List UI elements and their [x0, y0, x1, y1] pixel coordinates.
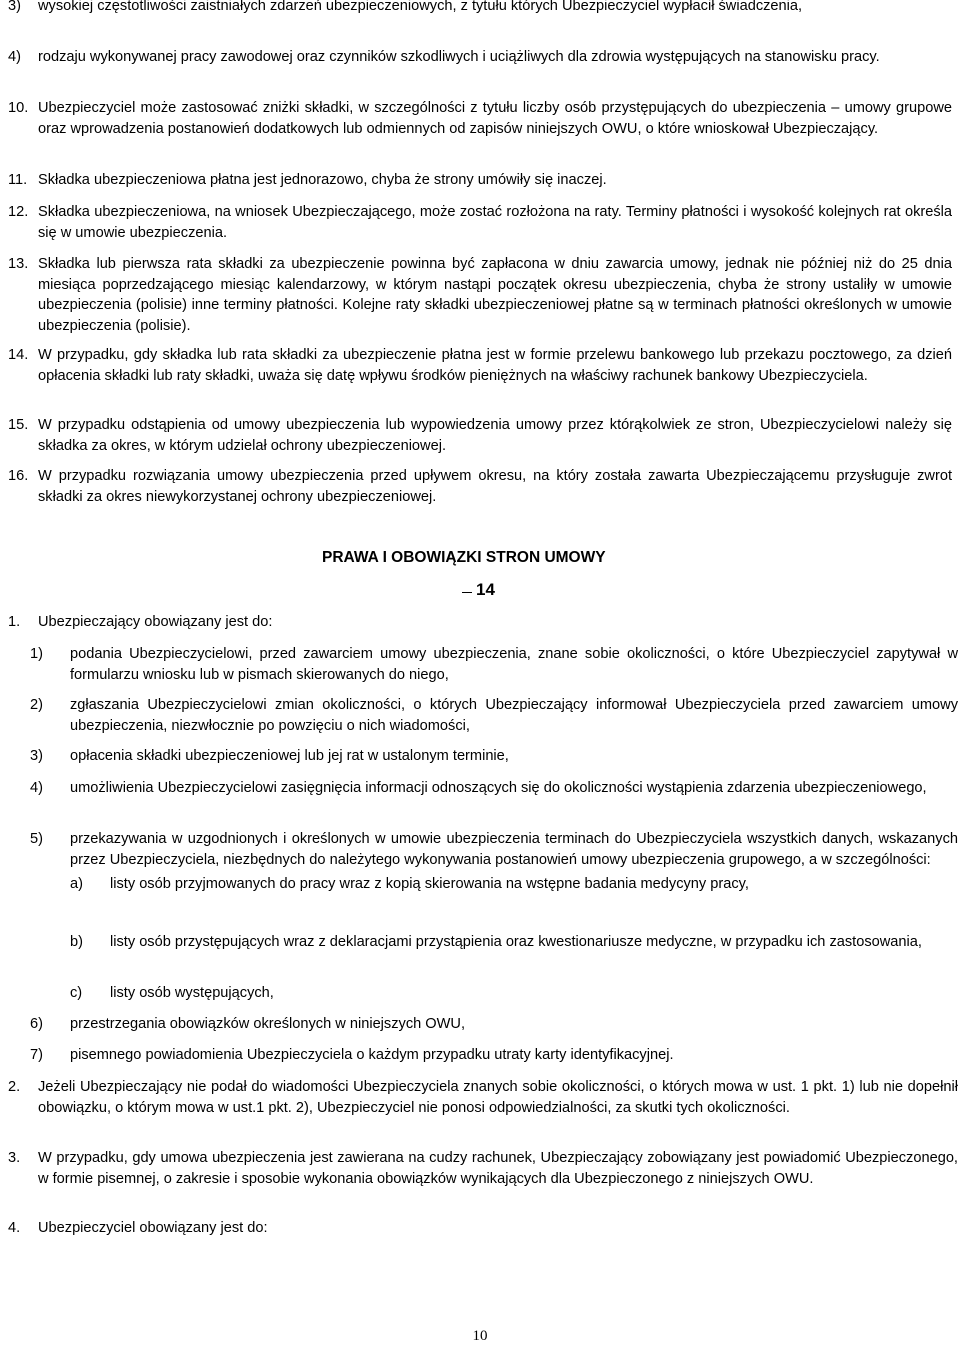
list-item: [30, 695, 958, 736]
item-text: Składka ubezpieczeniowa, na wniosek Ubezpieczającego, może zostać rozłożona na raty. Terminy płatności i wysokość kolejnych rat określa się w umowie ubezpieczenia.: [38, 204, 952, 241]
item-text: listy osób występujących,: [110, 985, 274, 1001]
numbered-item: [8, 1218, 958, 1239]
list-item: [30, 644, 958, 685]
list-item: [30, 1014, 958, 1035]
list-item: [8, 0, 952, 17]
item-number: b): [70, 934, 83, 950]
paragraph-number-value: 14: [476, 580, 495, 599]
item-number: a): [70, 876, 83, 892]
item-number: 3.: [8, 1150, 21, 1166]
numbered-item: [8, 170, 952, 191]
list-item: [70, 932, 958, 953]
item-text: W przypadku, gdy składka lub rata składki za ubezpieczenie płatna jest w formie przelewu bankowego lub przekazu pocztowego, za dzień opłacenia składki lub raty składki, uważa się datę wpływu środków pieniężnych na właściwy rachunek bankowy Ubezpieczyciela.: [38, 347, 952, 384]
item-text: pisemnego powiadomienia Ubezpieczyciela o każdym przypadku utraty karty identyfikacyjnej.: [70, 1047, 674, 1063]
item-number: 5): [30, 831, 43, 847]
list-item: [30, 1045, 958, 1066]
item-text: Ubezpieczyciel obowiązany jest do:: [38, 1220, 268, 1236]
item-number: 15.: [8, 417, 29, 433]
item-text: umożliwienia Ubezpieczycielowi zasięgnięcia informacji odnoszących się do okoliczności wystąpienia zdarzenia ubezpieczeniowego,: [70, 780, 927, 796]
item-number: 13.: [8, 256, 29, 272]
section-sign-icon: [462, 582, 472, 593]
item-number: 10.: [8, 100, 29, 116]
list-item: [70, 983, 958, 1004]
item-text: listy osób przystępujących wraz z deklaracjami przystąpienia oraz kwestionariusze medyczne, w przypadku ich zastosowania,: [110, 934, 922, 950]
paragraph-number: [462, 580, 495, 601]
item-number: 4): [30, 780, 43, 796]
item-number: 2.: [8, 1079, 21, 1095]
item-number: 3): [8, 0, 21, 14]
item-text: W przypadku rozwiązania umowy ubezpieczenia przed upływem okresu, na który została zawarta Ubezpieczającemu przysługuje zwrot składki za okres niewykorzystanej ochrony ubezpieczeniowej.: [38, 468, 952, 505]
numbered-item: [8, 345, 952, 386]
item-number: 16.: [8, 468, 29, 484]
item-number: 7): [30, 1047, 43, 1063]
numbered-item: [8, 98, 952, 139]
item-text: listy osób przyjmowanych do pracy wraz z kopią skierowania na wstępne badania medycyny pracy,: [110, 876, 749, 892]
list-item: [30, 829, 958, 870]
list-item: [70, 874, 958, 895]
item-text: Składka lub pierwsza rata składki za ubezpieczenie powinna być zapłacona w dniu zawarcia umowy, jednak nie później niż do 25 dnia miesiąca poprzedzającego miesiąc kalendarzowy, w którym nastąpi początek okresu ubezpieczenia, chyba że strony ustaliły w umowie ubezpieczenia (polisie) inne terminy płatności. Kolejne raty składki ubezpieczeniowej płatne są w terminach płatności określonych w umowie ubezpieczenia (polisie).: [38, 256, 952, 334]
item-number: 14.: [8, 347, 29, 363]
numbered-item: [8, 1077, 958, 1118]
list-item: [8, 47, 952, 68]
page-number: 10: [472, 1328, 488, 1344]
item-number: 11.: [8, 172, 28, 188]
item-number: 6): [30, 1016, 43, 1032]
item-number: 1.: [8, 614, 21, 630]
item-number: 3): [30, 748, 43, 764]
item-text: przestrzegania obowiązków określonych w niniejszych OWU,: [70, 1016, 466, 1032]
item-text: podania Ubezpieczycielowi, przed zawarciem umowy ubezpieczenia, znane sobie okoliczności, o które Ubezpieczyciel zapytywał w formularzu wniosku lub w pismach skierowanych do niego,: [70, 646, 958, 683]
section-heading: PRAWA I OBOWIĄZKI STRON UMOWY: [322, 549, 606, 566]
item-text: W przypadku, gdy umowa ubezpieczenia jest zawierana na cudzy rachunek, Ubezpieczający zobowiązany jest powiadomić Ubezpieczonego, w formie pisemnej, o zakresie i sposobie wykonania obowiązków wynikających dla Ubezpieczonego z niniejszych OWU.: [38, 1150, 958, 1187]
numbered-item: [8, 466, 952, 507]
item-number: 2): [30, 697, 43, 713]
item-text: Ubezpieczyciel może zastosować zniżki składki, w szczególności z tytułu liczby osób przystępujących do ubezpieczenia – umowy grupowe oraz wprowadzenia postanowień dodatkowych lub odmiennych od zapisów niniejszych OWU, o które wnioskował Ubezpieczający.: [38, 100, 952, 137]
numbered-item: [8, 1148, 958, 1189]
numbered-item: [8, 202, 952, 243]
item-number: 1): [30, 646, 43, 662]
item-text: Ubezpieczający obowiązany jest do:: [38, 614, 273, 630]
numbered-item: [8, 415, 952, 456]
item-text: rodzaju wykonywanej pracy zawodowej oraz czynników szkodliwych i uciążliwych dla zdrowia występujących na stanowisku pracy.: [38, 49, 880, 65]
item-number: 4.: [8, 1220, 21, 1236]
numbered-item: [8, 612, 952, 633]
item-number: 4): [8, 49, 21, 65]
list-item: [30, 746, 958, 767]
numbered-item: [8, 254, 952, 336]
item-number: c): [70, 985, 83, 1001]
item-text: wysokiej częstotliwości zaistniałych zdarzeń ubezpieczeniowych, z tytułu których Ubezpieczyciel wypłacił świadczenia,: [38, 0, 803, 14]
item-text: Składka ubezpieczeniowa płatna jest jednorazowo, chyba że strony umówiły się inaczej.: [38, 172, 607, 188]
item-number: 12.: [8, 204, 29, 220]
list-item: [30, 778, 958, 799]
item-text: W przypadku odstąpienia od umowy ubezpieczenia lub wypowiedzenia umowy przez którąkolwiek ze stron, Ubezpieczycielowi należy się składka za okres, w którym udzielał ochrony ubezpieczeniowej.: [38, 417, 952, 454]
item-text: przekazywania w uzgodnionych i określonych w umowie ubezpieczenia terminach do Ubezpieczyciela wszystkich danych, wskazanych przez Ubezpieczyciela, niezbędnych do należytego wykonywania postanowień umowy ubezpieczenia grupowego, a w szczególności:: [70, 831, 958, 868]
item-text: opłacenia składki ubezpieczeniowej lub jej rat w ustalonym terminie,: [70, 748, 509, 764]
item-text: Jeżeli Ubezpieczający nie podał do wiadomości Ubezpieczyciela znanych sobie okoliczności, o których mowa w ust. 1 pkt. 1) lub nie dopełnił obowiązku, o którym mowa w ust.1 pkt. 2), Ubezpieczyciel nie ponosi odpowiedzialności, za skutki tych okoliczności.: [38, 1079, 958, 1116]
item-text: zgłaszania Ubezpieczycielowi zmian okoliczności, o których Ubezpieczający informował Ubezpieczyciela przed zawarciem umowy ubezpieczenia, niezwłocznie po powzięciu o nich wiadomości,: [70, 697, 958, 734]
